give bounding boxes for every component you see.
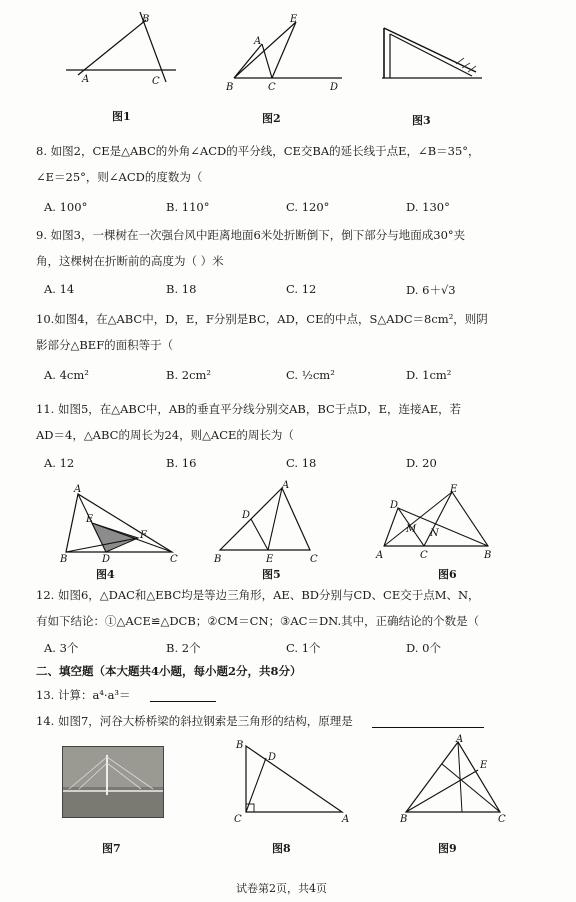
- question-11-line-1: 11. 如图5，在△ABC中，AB的垂直平分线分别交AB，BC于点D，E，连接AE，若: [36, 402, 462, 416]
- label-b: B: [60, 554, 68, 565]
- label-c: C: [152, 76, 160, 87]
- label-c: C: [420, 550, 428, 561]
- label-a: A: [376, 550, 384, 561]
- question-11-option-b: B. 16: [166, 456, 197, 470]
- figure-9-caption: 图9: [438, 842, 457, 855]
- question-9-option-c: C. 12: [286, 282, 317, 296]
- question-14-answer-blank[interactable]: [372, 727, 484, 728]
- label-b: B: [142, 14, 150, 25]
- section-2-heading: 二、填空题（本大题共4小题，每小题2分，共8分）: [36, 664, 302, 678]
- question-14: 14. 如图7，河谷大桥桥梁的斜拉钢索是三角形的结构，原理是: [36, 714, 353, 728]
- label-n: N: [430, 528, 439, 539]
- question-9-option-d: D. 6＋√3: [406, 283, 456, 297]
- label-d: D: [390, 500, 399, 511]
- label-b: B: [214, 554, 222, 565]
- label-c: C: [170, 554, 178, 565]
- figure-7-bridge-photo: [62, 746, 164, 818]
- label-b: B: [236, 740, 244, 751]
- question-8-option-c: C. 120°: [286, 200, 330, 214]
- question-10-option-d: D. 1cm²: [406, 368, 452, 382]
- question-11-option-c: C. 18: [286, 456, 317, 470]
- label-a: A: [342, 814, 350, 825]
- figure-3-diagram: [376, 20, 486, 90]
- question-13-answer-blank[interactable]: [150, 701, 216, 702]
- label-f: F: [140, 530, 147, 541]
- question-9-option-b: B. 18: [166, 282, 197, 296]
- label-d: D: [330, 82, 339, 93]
- question-8-line-1: 8. 如图2，CE是△ABC的外角∠ACD的平分线，CE交BA的延长线于点E，∠B＝35°，: [36, 144, 480, 158]
- figure-3-caption: 图3: [412, 114, 431, 127]
- label-d: D: [102, 554, 111, 565]
- label-c: C: [234, 814, 242, 825]
- question-8-option-d: D. 130°: [406, 200, 450, 214]
- question-10-line-2: 影部分△BEF的面积等于（: [36, 338, 174, 352]
- question-12-line-1: 12. 如图6，△DAC和△EBC均是等边三角形，AE、BD分别与CD、CE交于点M、N，: [36, 588, 480, 602]
- question-10-line-1: 10.如图4，在△ABC中，D，E，F分别是BC，AD，CE的中点，S△ADC＝8cm²，则阴: [36, 312, 488, 326]
- question-13: 13. 计算：a⁴·a³＝: [36, 688, 131, 702]
- label-c: C: [268, 82, 276, 93]
- figure-5-caption: 图5: [262, 568, 281, 581]
- label-a: A: [456, 734, 464, 745]
- label-b: B: [226, 82, 234, 93]
- label-a: A: [282, 480, 290, 491]
- label-d: D: [242, 510, 251, 521]
- figure-1-diagram: [60, 10, 180, 90]
- figure-1-caption: 图1: [112, 110, 131, 123]
- figure-2-diagram: [226, 14, 346, 94]
- question-8-option-b: B. 110°: [166, 200, 210, 214]
- figure-8-caption: 图8: [272, 842, 291, 855]
- label-e: E: [450, 484, 458, 495]
- question-9-option-a: A. 14: [44, 282, 75, 296]
- figure-6-diagram: [376, 484, 496, 564]
- label-a: A: [254, 36, 262, 47]
- question-12-option-b: B. 2个: [166, 641, 201, 655]
- question-12-option-d: D. 0个: [406, 641, 441, 655]
- label-e: E: [290, 14, 298, 25]
- label-e: E: [480, 760, 488, 771]
- label-b: B: [400, 814, 408, 825]
- label-a: A: [74, 484, 82, 495]
- label-c: C: [310, 554, 318, 565]
- figure-8-diagram: [232, 738, 352, 824]
- question-8-option-a: A. 100°: [44, 200, 88, 214]
- figure-6-caption: 图6: [438, 568, 457, 581]
- question-11-option-a: A. 12: [44, 456, 75, 470]
- label-d: D: [268, 752, 277, 763]
- question-10-option-b: B. 2cm²: [166, 368, 212, 382]
- question-10-option-a: A. 4cm²: [44, 368, 89, 382]
- figure-4-caption: 图4: [96, 568, 115, 581]
- question-8-line-2: ∠E＝25°，则∠ACD的度数为（: [36, 170, 203, 184]
- question-10-option-c: C. ½cm²: [286, 368, 335, 382]
- question-9-line-1: 9. 如图3，一棵树在一次强台风中距离地面6米处折断倒下，倒下部分与地面成30°夹: [36, 228, 466, 242]
- question-12-option-a: A. 3个: [44, 641, 79, 655]
- question-11-option-d: D. 20: [406, 456, 437, 470]
- label-e: E: [86, 514, 94, 525]
- question-9-line-2: 角，这棵树在折断前的高度为（ ）米: [36, 254, 224, 268]
- question-11-line-2: AD＝4，△ABC的周长为24，则△ACE的周长为（: [36, 428, 294, 442]
- label-e: E: [266, 554, 274, 565]
- question-12-option-c: C. 1个: [286, 641, 321, 655]
- figure-4-diagram: [60, 486, 180, 566]
- label-a: A: [82, 74, 90, 85]
- label-m: M: [406, 524, 417, 535]
- page-footer: 试卷第2页，共4页: [236, 882, 327, 895]
- figure-9-diagram: [400, 736, 510, 824]
- figure-2-caption: 图2: [262, 112, 281, 125]
- figure-7-caption: 图7: [102, 842, 121, 855]
- label-c: C: [498, 814, 506, 825]
- figure-5-diagram: [210, 482, 320, 566]
- label-b: B: [484, 550, 492, 561]
- question-12-line-2: 有如下结论：①△ACE≌△DCB；②CM＝CN；③AC＝DN.其中，正确结论的个数是（: [36, 614, 480, 628]
